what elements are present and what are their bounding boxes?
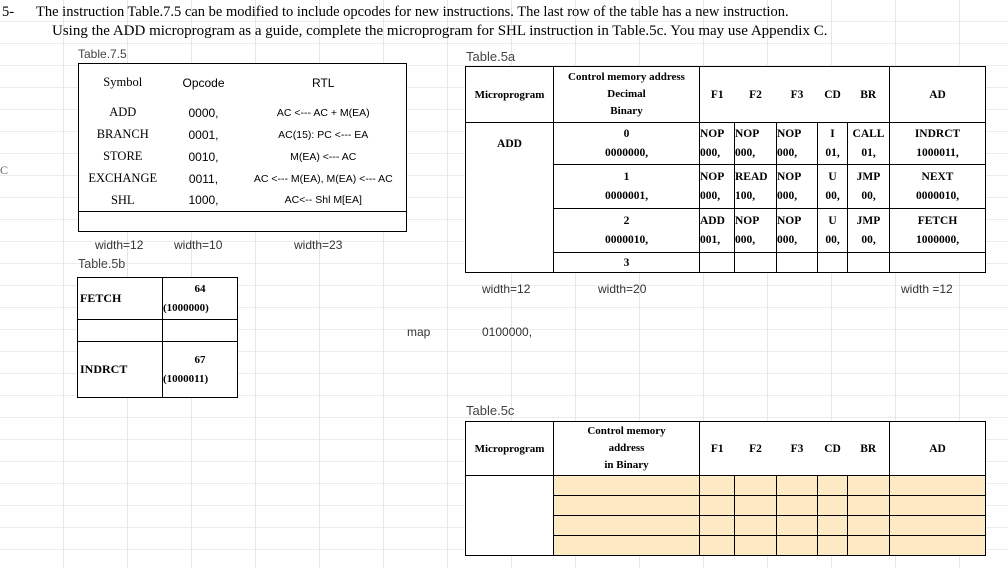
field-code: 000, (735, 233, 756, 246)
f2-cell (735, 209, 777, 253)
table-5a (465, 66, 986, 273)
f1-cell (700, 165, 735, 209)
column-header-br: BR (848, 67, 890, 123)
width-label-opcode: width=10 (174, 238, 223, 252)
symbol-cell: STORE (103, 149, 143, 163)
table-row (466, 422, 986, 476)
column-header-rtl: RTL (312, 75, 335, 90)
field-symbol: NOP (700, 127, 725, 140)
address-header-line: in Binary (604, 459, 649, 471)
column-header-address (554, 422, 700, 476)
table-row (79, 146, 407, 168)
table-row (79, 212, 407, 232)
column-header-opcode: Opcode (182, 75, 225, 90)
f2-cell (735, 123, 777, 165)
answer-cell[interactable] (848, 536, 890, 556)
f3-cell (777, 209, 818, 253)
f2-cell (735, 165, 777, 209)
f1-cell (700, 209, 735, 253)
answer-cell[interactable] (890, 516, 986, 536)
field-code: 1000011, (916, 146, 959, 159)
address-cell (554, 123, 700, 165)
address-binary: (1000000) (163, 301, 209, 314)
address-decimal: 1 (623, 170, 630, 183)
field-code: 000, (700, 189, 721, 202)
answer-cell[interactable] (554, 496, 700, 516)
ad-cell (890, 165, 986, 209)
address-header-line: address (608, 442, 645, 454)
address-cell (163, 342, 238, 398)
answer-cell[interactable] (818, 516, 848, 536)
answer-cell[interactable] (700, 536, 735, 556)
symbol-cell: BRANCH (96, 127, 149, 141)
answer-cell[interactable] (818, 536, 848, 556)
address-header-line: Binary (610, 105, 643, 117)
address-header-line: Control memory (587, 425, 666, 437)
symbol-cell: SHL (110, 192, 135, 207)
answer-cell[interactable] (818, 496, 848, 516)
symbol-cell: EXCHANGE (88, 171, 158, 185)
field-code: 0000010, (915, 189, 960, 202)
table-row (79, 124, 407, 146)
answer-cell[interactable] (700, 496, 735, 516)
address-decimal: 0 (623, 127, 630, 140)
address-binary: 0000001, (604, 189, 649, 202)
table75-caption: Table.7.5 (78, 47, 127, 61)
question-line-1: The instruction Table.7.5 can be modified to include opcodes for new instructions. The last row of the table has a new instruction. (36, 4, 789, 20)
field-symbol: NOP (735, 214, 760, 227)
table-row (78, 320, 238, 342)
column-header-f1: F1 (710, 88, 724, 101)
field-code: 000, (777, 189, 798, 202)
table-row (466, 253, 986, 273)
field-symbol: U (828, 214, 837, 227)
address-binary: 0000000, (604, 146, 649, 159)
br-cell (848, 209, 890, 253)
answer-cell[interactable] (735, 536, 777, 556)
answer-cell[interactable] (554, 476, 700, 496)
field-symbol: I (830, 127, 835, 140)
field-symbol: NOP (777, 214, 802, 227)
field-code: 00, (825, 233, 840, 246)
rtl-cell: M(EA) <--- AC (290, 150, 357, 163)
field-symbol: ADD (700, 214, 725, 227)
question-line-2: Using the ADD microprogram as a guide, complete the microprogram for SHL instruction in Table.5c. You may use Appendix C. (52, 23, 828, 39)
column-header-ad: AD (929, 88, 946, 101)
field-code: 01, (861, 146, 876, 159)
address-decimal: 64 (194, 282, 206, 295)
field-code: 000, (777, 233, 798, 246)
field-symbol: READ (735, 170, 768, 183)
address-cell (554, 209, 700, 253)
field-symbol: NOP (777, 170, 802, 183)
column-header-f2: F2 (749, 88, 762, 101)
br-cell (848, 123, 890, 165)
table-row (466, 209, 986, 253)
answer-cell[interactable] (777, 516, 818, 536)
opcode-cell: 0001, (188, 127, 219, 142)
field-code: 100, (735, 189, 756, 202)
answer-cell[interactable] (735, 516, 777, 536)
opcode-cell: 0010, (188, 149, 219, 164)
table-row (466, 123, 986, 165)
routine-label: INDRCT (78, 342, 163, 398)
answer-cell[interactable] (848, 476, 890, 496)
f3-cell (777, 165, 818, 209)
answer-row (466, 476, 986, 496)
address-decimal: 2 (623, 214, 630, 227)
routine-label: FETCH (78, 278, 163, 320)
width-label-microprogram: width=12 (482, 282, 531, 296)
address-cell (554, 165, 700, 209)
column-header-f2: F2 (749, 442, 762, 455)
field-symbol: NOP (777, 127, 802, 140)
table-row (466, 67, 986, 123)
table-5c (465, 421, 986, 556)
answer-cell[interactable] (890, 496, 986, 516)
column-header-f3: F3 (790, 88, 804, 101)
column-header-ad: AD (929, 442, 946, 455)
map-value: 0100000, (482, 325, 533, 339)
column-header-microprogram: Microprogram (466, 422, 554, 476)
answer-cell[interactable] (890, 476, 986, 496)
address-decimal: 3 (554, 253, 700, 273)
table-row (79, 190, 407, 212)
symbol-cell: ADD (109, 105, 137, 119)
table5c-caption: Table.5c (466, 403, 515, 418)
column-header-f1: F1 (710, 442, 724, 455)
answer-cell[interactable] (735, 476, 777, 496)
rtl-cell: AC<-- Shl M[EA] (284, 194, 362, 207)
width-label-fields: width=20 (598, 282, 647, 296)
field-symbol: JMP (856, 170, 881, 183)
table-row (78, 342, 238, 398)
table-row (79, 64, 407, 102)
answer-cell[interactable] (777, 476, 818, 496)
field-code: 00, (861, 189, 876, 202)
answer-cell[interactable] (848, 496, 890, 516)
map-label: map (407, 325, 431, 339)
column-header-cd: CD (824, 88, 841, 101)
table-7-5 (78, 63, 407, 232)
row-marker-icon: C (0, 163, 9, 177)
address-cell (163, 278, 238, 320)
ad-cell (890, 209, 986, 253)
answer-cell[interactable] (818, 476, 848, 496)
answer-row (466, 516, 986, 536)
f3-cell (777, 123, 818, 165)
table-row (78, 278, 238, 320)
opcode-cell: 1000, (188, 193, 219, 208)
field-code: 1000000, (915, 233, 960, 246)
answer-cell[interactable] (777, 536, 818, 556)
column-header-br: BR (848, 422, 890, 476)
field-symbol: NOP (700, 170, 725, 183)
rtl-cell: AC <--- AC + M(EA) (276, 106, 370, 119)
table-row (466, 165, 986, 209)
field-code: 001, (700, 233, 721, 246)
cd-cell (818, 165, 848, 209)
table5a-caption: Table.5a (466, 49, 516, 64)
address-binary: 0000010, (604, 233, 649, 246)
field-code: 00, (825, 189, 840, 202)
table5b-caption: Table.5b (78, 257, 126, 271)
answer-cell[interactable] (890, 536, 986, 556)
column-header-symbol: Symbol (103, 75, 143, 90)
opcode-cell: 0000, (188, 105, 219, 120)
address-header-line: Control memory address (568, 71, 685, 83)
width-label-ad: width =12 (901, 282, 953, 296)
answer-cell[interactable] (777, 496, 818, 516)
answer-row (466, 536, 986, 556)
ad-cell (890, 123, 986, 165)
address-header-line: Decimal (607, 88, 646, 100)
field-symbol: NOP (735, 127, 760, 140)
column-header-cd: CD (824, 442, 841, 455)
field-code: 000, (777, 146, 798, 159)
address-binary: (1000011) (163, 372, 209, 385)
rtl-cell: AC(15): PC <--- EA (278, 128, 369, 141)
answer-cell[interactable] (735, 496, 777, 516)
answer-cell[interactable] (848, 516, 890, 536)
table-row (79, 102, 407, 124)
cd-cell (818, 123, 848, 165)
rtl-cell: AC <--- M(EA), M(EA) <--- AC (253, 172, 393, 185)
field-symbol: NEXT (921, 170, 954, 183)
table-5b (77, 277, 238, 398)
width-label-rtl: width=23 (294, 238, 343, 252)
answer-cell[interactable] (700, 516, 735, 536)
answer-row (466, 496, 986, 516)
f1-cell (700, 123, 735, 165)
field-symbol: CALL (852, 127, 885, 140)
field-code: 01, (825, 146, 840, 159)
routine-name-add: ADD (466, 123, 554, 165)
table-row (79, 168, 407, 190)
answer-cell[interactable] (554, 536, 700, 556)
answer-cell[interactable] (554, 516, 700, 536)
field-symbol: JMP (856, 214, 881, 227)
field-code: 00, (861, 233, 876, 246)
column-header-f3: F3 (790, 442, 804, 455)
width-label-symbol: width=12 (95, 238, 144, 252)
field-symbol: FETCH (917, 214, 958, 227)
cd-cell (818, 209, 848, 253)
opcode-cell: 0011, (188, 171, 219, 186)
column-header-microprogram: Microprogram (466, 67, 554, 123)
answer-cell[interactable] (700, 476, 735, 496)
br-cell (848, 165, 890, 209)
field-symbol: INDRCT (914, 127, 961, 140)
field-symbol: U (828, 170, 837, 183)
address-decimal: 67 (194, 353, 206, 366)
question-number: 5- (2, 4, 15, 20)
field-code: 000, (700, 146, 721, 159)
field-code: 000, (735, 146, 756, 159)
column-header-address (554, 67, 700, 123)
